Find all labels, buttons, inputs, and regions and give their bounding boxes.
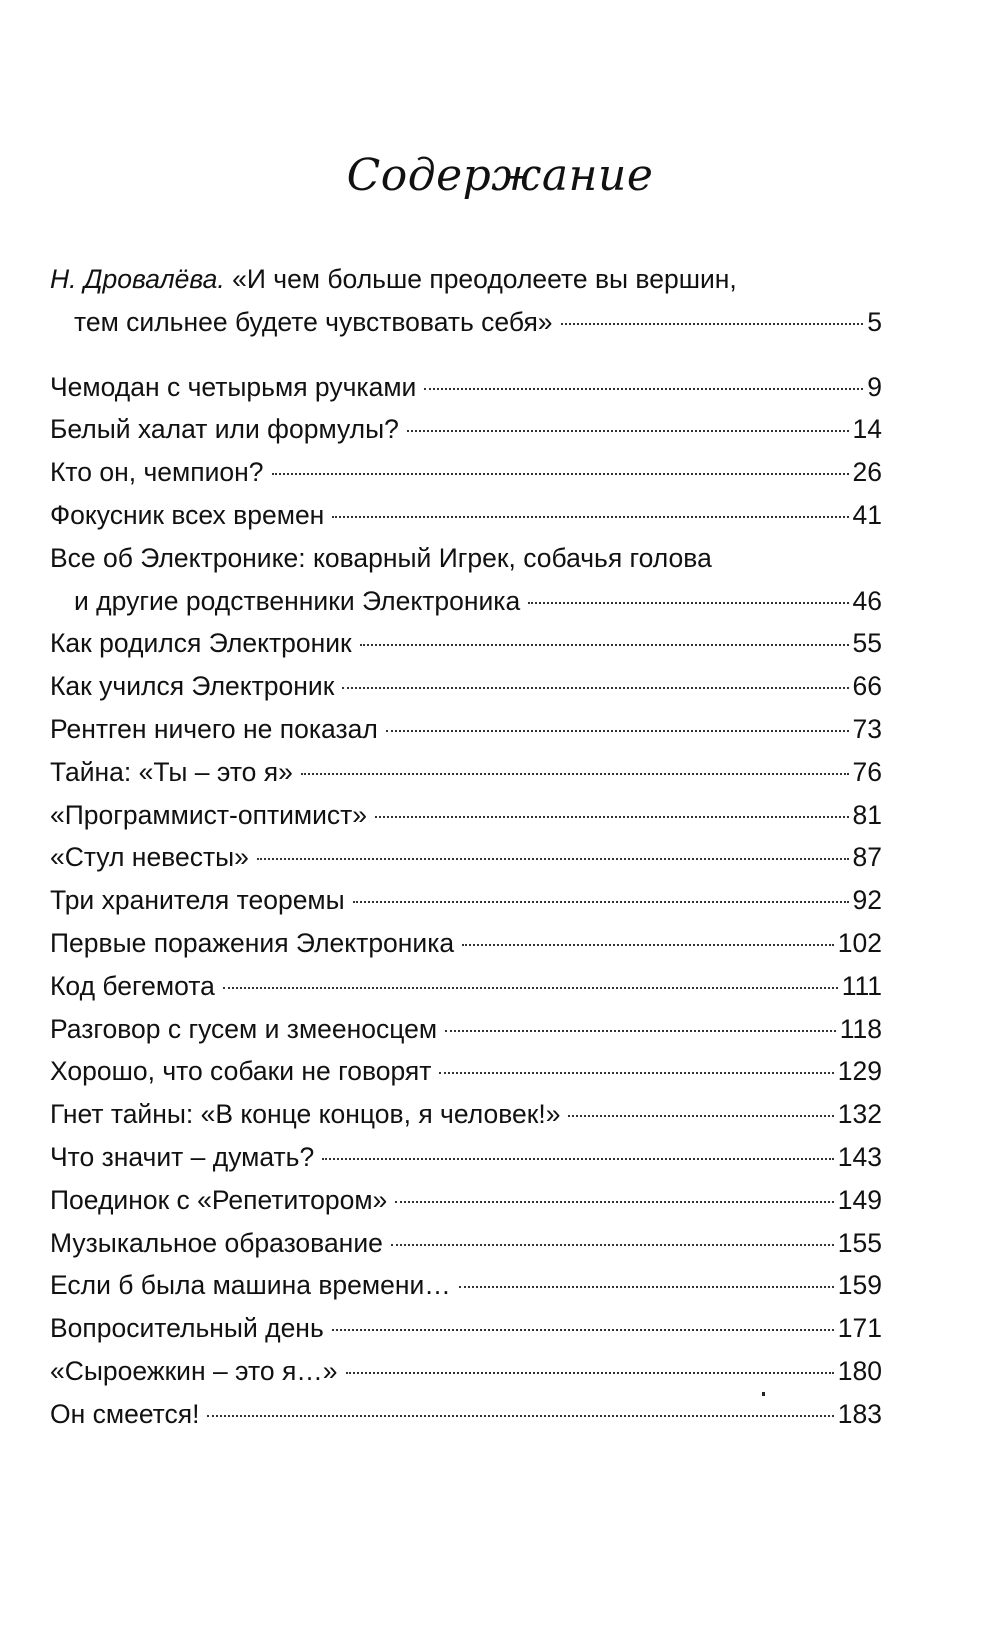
toc-entry (50, 751, 882, 794)
dot-leader (445, 1030, 836, 1032)
toc-entry-preface (50, 258, 882, 344)
toc-line (50, 1350, 882, 1393)
page-number: 46 (852, 585, 882, 616)
page-number: 171 (837, 1313, 882, 1344)
toc-line (50, 1179, 882, 1222)
entry-title: Разговор с гусем и змееносцем (50, 1013, 438, 1044)
entry-title: Кто он, чемпион? (50, 457, 264, 488)
entry-title: Он смеется! (50, 1398, 200, 1429)
page-number: 111 (841, 970, 882, 1001)
page-number: 73 (852, 713, 882, 744)
entry-title: Вопросительный день (50, 1313, 324, 1344)
page-number: 87 (852, 842, 882, 873)
dot-leader (528, 602, 848, 604)
toc-line (50, 1307, 882, 1350)
page-number: 118 (839, 1013, 882, 1044)
dot-leader (301, 773, 849, 775)
toc-line (50, 622, 882, 665)
entry-title: «Программист-оптимист» (50, 799, 368, 830)
entry-title: Чемодан с четырьмя ручками (50, 371, 417, 402)
entry-title: Первые поражения Электроника (50, 927, 455, 958)
page-number: 180 (837, 1355, 882, 1386)
dot-leader (439, 1072, 833, 1074)
page-number: 132 (837, 1099, 882, 1130)
entry-title: Фокусник всех времен (50, 499, 325, 530)
toc-line (50, 1093, 882, 1136)
toc-line (50, 537, 882, 580)
entry-title-continuation: и другие родственники Электроника (74, 585, 521, 616)
toc-entry (50, 922, 882, 965)
toc-entry (50, 965, 882, 1008)
entry-title: Музыкальное образование (50, 1227, 383, 1258)
page-number: 102 (837, 927, 882, 958)
dot-leader (322, 1158, 834, 1160)
preface-title-line1: «И чем больше преодолеете вы вершин, (232, 264, 737, 294)
toc-line (50, 366, 882, 409)
page-number: 5 (867, 306, 882, 337)
toc-entry (50, 494, 882, 537)
dot-leader (424, 388, 863, 390)
entry-title: Три хранителя теоремы (50, 885, 345, 916)
dot-leader (386, 730, 849, 732)
page-number: 9 (867, 371, 882, 402)
toc-entry (50, 1307, 882, 1350)
page-number: 92 (852, 885, 882, 916)
page-number: 149 (837, 1184, 882, 1215)
dot-leader (272, 473, 849, 475)
page-title: Содержание (346, 150, 654, 201)
preface-title-line2: тем сильнее будете чувствовать себя» (74, 306, 553, 337)
toc-entry (50, 1393, 882, 1436)
toc-entry (50, 451, 882, 494)
page-number: 183 (837, 1398, 882, 1429)
toc-entry (50, 1350, 882, 1393)
toc-entry (50, 622, 882, 665)
entry-title: Все об Электронике: коварный Игрек, собачья голова (50, 542, 712, 573)
entry-title: Рентген ничего не показал (50, 713, 378, 744)
toc-entry (50, 537, 882, 623)
print-speck (762, 1392, 765, 1396)
toc-entry (50, 1264, 882, 1307)
toc-line (50, 1136, 882, 1179)
toc-line (50, 408, 882, 451)
page-number: 81 (852, 799, 882, 830)
dot-leader (342, 687, 848, 689)
dot-leader (462, 944, 834, 946)
dot-leader (257, 858, 849, 860)
toc-line (50, 580, 882, 623)
dot-leader (353, 901, 849, 903)
toc-entry (50, 1093, 882, 1136)
dot-leader (407, 430, 849, 432)
page-number: 26 (852, 457, 882, 488)
toc-line (50, 965, 882, 1008)
preface-author: Н. Дровалёва. (50, 264, 225, 294)
entry-title: Как родился Электроник (50, 628, 352, 659)
entry-title: Тайна: «Ты – это я» (50, 756, 293, 787)
entry-title: Как учился Электроник (50, 671, 335, 702)
dot-leader (207, 1415, 833, 1417)
entry-title: Поединок с «Репетитором» (50, 1184, 388, 1215)
toc-entry (50, 794, 882, 837)
toc-line (50, 451, 882, 494)
toc-line (50, 1393, 882, 1436)
dot-leader (395, 1201, 833, 1203)
page-number: 143 (837, 1141, 882, 1172)
dot-leader (332, 1329, 834, 1331)
dot-leader (360, 644, 849, 646)
toc-entry (50, 366, 882, 409)
toc-line (50, 1264, 882, 1307)
toc-entries (50, 366, 882, 1436)
toc-line (50, 879, 882, 922)
entry-title: Если б была машина времени… (50, 1270, 451, 1301)
entry-title: Что значит – думать? (50, 1141, 315, 1172)
toc-line (50, 258, 882, 301)
dot-leader (459, 1286, 834, 1288)
page-number: 66 (852, 671, 882, 702)
toc-entry (50, 1179, 882, 1222)
page-number: 129 (837, 1056, 882, 1087)
page-number: 41 (852, 499, 882, 530)
entry-title: «Сыроежкин – это я…» (50, 1355, 338, 1386)
toc-entry (50, 1136, 882, 1179)
toc-line (50, 1050, 882, 1093)
page-number: 159 (837, 1270, 882, 1301)
table-of-contents (50, 258, 882, 1436)
dot-leader (332, 516, 848, 518)
toc-line (50, 494, 882, 537)
page-number: 55 (852, 628, 882, 659)
toc-line (50, 922, 882, 965)
toc-entry (50, 408, 882, 451)
toc-line (50, 708, 882, 751)
dot-leader (561, 323, 864, 325)
toc-line (50, 751, 882, 794)
toc-entry (50, 1008, 882, 1051)
entry-title: Гнет тайны: «В конце концов, я человек!» (50, 1099, 561, 1130)
dot-leader (391, 1244, 834, 1246)
toc-entry (50, 1222, 882, 1265)
toc-entry (50, 879, 882, 922)
entry-title: Хорошо, что собаки не говорят (50, 1056, 432, 1087)
toc-line (50, 794, 882, 837)
toc-line (50, 1222, 882, 1265)
toc-line (50, 301, 882, 344)
dot-leader (375, 816, 848, 818)
section-gap (50, 344, 882, 366)
toc-entry (50, 708, 882, 751)
toc-entry (50, 665, 882, 708)
toc-line (50, 1008, 882, 1051)
dot-leader (346, 1372, 834, 1374)
entry-title: Код бегемота (50, 970, 215, 1001)
toc-line (50, 836, 882, 879)
page-number: 14 (852, 414, 882, 445)
page-number: 76 (852, 756, 882, 787)
dot-leader (223, 987, 838, 989)
toc-entry (50, 1050, 882, 1093)
toc-line (50, 665, 882, 708)
page-number: 155 (837, 1227, 882, 1258)
dot-leader (568, 1115, 833, 1117)
entry-title: «Стул невесты» (50, 842, 249, 873)
entry-title: Белый халат или формулы? (50, 414, 399, 445)
toc-entry (50, 836, 882, 879)
